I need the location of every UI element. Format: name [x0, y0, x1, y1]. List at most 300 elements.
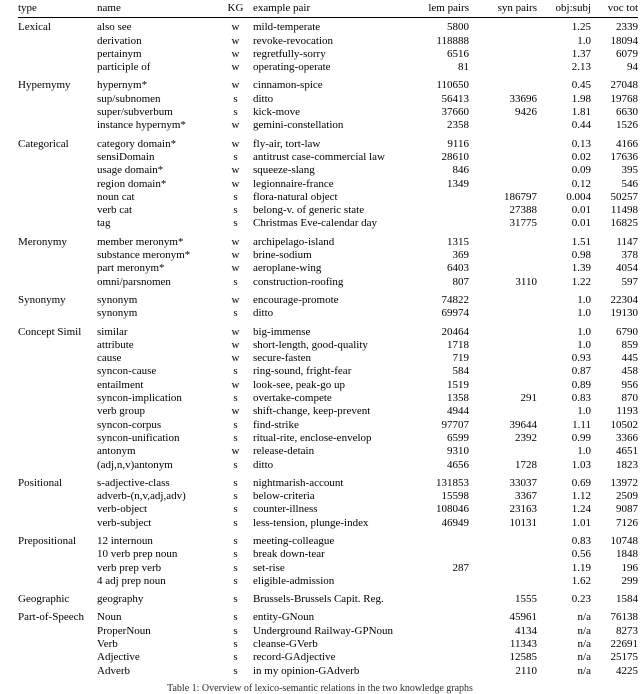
cell-example: gemini-constellation: [253, 119, 344, 132]
cell-obj-subj: 1.98: [571, 92, 591, 105]
cell-lem-pairs: [403, 217, 469, 230]
cell-name: verb prep verb: [97, 561, 162, 574]
cell-syn-pairs: 45961: [509, 611, 537, 624]
cell-lem-pairs: 4656: [447, 458, 469, 471]
cell-voc-tot: 11498: [610, 204, 638, 217]
cell-syn-pairs: [469, 249, 537, 262]
cell-kg: s: [233, 638, 238, 651]
cell-obj-subj: n/a: [577, 651, 591, 664]
cell-name: part meronym*: [97, 262, 165, 275]
cell-lem-pairs: 74822: [441, 293, 469, 306]
cell-kg: s: [233, 458, 238, 471]
cell-type: [18, 217, 97, 230]
cell-type: [18, 276, 97, 289]
cell-lem-pairs: 6403: [447, 262, 469, 275]
table-row: [18, 321, 638, 339]
cell-name: attribute: [97, 338, 134, 351]
cell-lem-pairs: 108046: [436, 503, 469, 516]
cell-lem-pairs: [403, 651, 469, 664]
table-row: [18, 204, 638, 217]
cell-voc-tot: 4651: [616, 445, 638, 458]
cell-kg: s: [233, 516, 238, 529]
cell-example: Christmas Eve-calendar day: [253, 217, 378, 230]
column-header: obj:subj: [537, 2, 591, 18]
cell-type: [18, 625, 97, 638]
cell-syn-pairs: 4134: [515, 624, 537, 637]
cell-lem-pairs: 584: [452, 365, 469, 378]
table-row: [18, 490, 638, 503]
cell-kg: w: [231, 79, 240, 92]
cell-lem-pairs: 5800: [447, 21, 469, 34]
cell-kg: w: [231, 21, 240, 34]
cell-example: Underground Railway-GPNoun: [253, 624, 394, 637]
cell-voc-tot: 22304: [610, 293, 638, 306]
cell-syn-pairs: [469, 151, 537, 164]
cell-voc-tot: 445: [621, 352, 638, 365]
cell-example: regretfully-sorry: [253, 47, 326, 60]
cell-obj-subj: 1.0: [577, 445, 591, 458]
cell-obj-subj: 1.22: [571, 275, 591, 288]
cell-syn-pairs: 12585: [509, 651, 537, 664]
cell-lem-pairs: [403, 575, 469, 588]
cell-syn-pairs: 9426: [515, 106, 537, 119]
cell-voc-tot: 19768: [610, 92, 638, 105]
cell-lem-pairs: 719: [452, 352, 469, 365]
cell-voc-tot: 7126: [616, 516, 638, 529]
cell-lem-pairs: 37660: [441, 106, 469, 119]
cell-obj-subj: 0.56: [571, 548, 591, 561]
cell-voc-tot: 10502: [610, 418, 638, 431]
cell-obj-subj: 1.0: [577, 405, 591, 418]
table-row: [18, 231, 638, 249]
cell-voc-tot: 27048: [610, 79, 638, 92]
cell-voc-tot: 395: [621, 164, 638, 177]
cell-voc-tot: 9087: [616, 503, 638, 516]
cell-syn-pairs: [469, 321, 537, 339]
cell-name: pertainym: [97, 47, 142, 60]
cell-name: cause: [97, 352, 122, 365]
cell-name: synonym: [97, 307, 138, 320]
header-row: [18, 2, 638, 18]
cell-type: [18, 419, 97, 432]
cell-syn-pairs: 291: [520, 392, 537, 405]
cell-name: syncon-implication: [97, 392, 182, 405]
cell-voc-tot: 2339: [616, 21, 638, 34]
cell-lem-pairs: 56413: [441, 92, 469, 105]
table-row: [18, 517, 638, 530]
table-row: [18, 405, 638, 418]
cell-lem-pairs: 846: [452, 164, 469, 177]
cell-kg: w: [231, 405, 240, 418]
cell-type: [18, 61, 97, 74]
cell-type: [18, 379, 97, 392]
cell-lem-pairs: 110650: [436, 79, 469, 92]
cell-lem-pairs: 1358: [447, 392, 469, 405]
table-row: [18, 638, 638, 651]
cell-kg: s: [233, 106, 238, 119]
cell-kg: w: [231, 293, 240, 306]
table-row: [18, 133, 638, 151]
cell-example: legionnaire-france: [253, 177, 334, 190]
cell-syn-pairs: 33037: [509, 476, 537, 489]
cell-voc-tot: 859: [621, 338, 638, 351]
cell-obj-subj: 0.87: [571, 365, 591, 378]
cell-obj-subj: 0.01: [571, 217, 591, 230]
cell-syn-pairs: 3110: [515, 275, 537, 288]
cell-kg: s: [233, 365, 238, 378]
cell-obj-subj: 1.0: [577, 34, 591, 47]
cell-obj-subj: 0.83: [571, 392, 591, 405]
cell-syn-pairs: 1555: [515, 593, 537, 606]
cell-kg: s: [233, 651, 238, 664]
table-row: [18, 217, 638, 230]
table-row: [18, 365, 638, 378]
cell-obj-subj: 1.01: [571, 516, 591, 529]
cell-obj-subj: 0.93: [571, 352, 591, 365]
cell-syn-pairs: [469, 74, 537, 92]
cell-syn-pairs: [469, 339, 537, 352]
cell-lem-pairs: 807: [452, 275, 469, 288]
table-row: [18, 151, 638, 164]
table-row: [18, 651, 638, 664]
cell-syn-pairs: [469, 307, 537, 320]
table-row: [18, 93, 638, 106]
cell-syn-pairs: [469, 365, 537, 378]
cell-name: participle of: [97, 61, 151, 74]
table-row: [18, 178, 638, 191]
cell-kg: s: [233, 476, 238, 489]
column-header: type: [18, 2, 97, 18]
cell-type: [18, 490, 97, 503]
table-row: [18, 191, 638, 204]
cell-syn-pairs: [469, 231, 537, 249]
column-header: KG: [218, 2, 253, 18]
cell-obj-subj: 0.69: [571, 476, 591, 489]
cell-obj-subj: 1.51: [571, 235, 591, 248]
cell-obj-subj: 0.23: [571, 593, 591, 606]
cell-example: antitrust case-commercial law: [253, 150, 385, 163]
cell-example: less-tension, plunge-index: [253, 516, 369, 529]
cell-example: fly-air, tort-law: [253, 137, 321, 150]
cell-example: operating-operate: [253, 61, 331, 74]
cell-name: hypernym*: [97, 79, 148, 92]
table-row: [18, 339, 638, 352]
cell-example: encourage-promote: [253, 293, 339, 306]
cell-voc-tot: 94: [627, 61, 638, 74]
cell-obj-subj: 1.37: [571, 47, 591, 60]
cell-name: entailment: [97, 378, 144, 391]
cell-name: Verb: [97, 638, 118, 651]
column-header: lem pairs: [403, 2, 469, 18]
cell-name: omni/parsnomen: [97, 275, 171, 288]
cell-lem-pairs: [403, 606, 469, 624]
cell-voc-tot: 546: [621, 177, 638, 190]
cell-type: [18, 339, 97, 352]
table-row: [18, 562, 638, 575]
cell-kg: s: [233, 490, 238, 503]
cell-kg: s: [233, 204, 238, 217]
cell-example: Brussels-Brussels Capit. Reg.: [253, 593, 384, 606]
table-row: [18, 61, 638, 74]
table-row: [18, 432, 638, 445]
cell-type: Categorical: [18, 137, 69, 150]
cell-example: cinnamon-spice: [253, 79, 323, 92]
cell-voc-tot: 1193: [616, 405, 638, 418]
cell-syn-pairs: [469, 445, 537, 458]
cell-type: [18, 365, 97, 378]
cell-obj-subj: 1.25: [571, 21, 591, 34]
cell-example: cleanse-GVerb: [253, 638, 318, 651]
cell-lem-pairs: 6516: [447, 47, 469, 60]
cell-lem-pairs: [403, 665, 469, 678]
cell-type: [18, 93, 97, 106]
cell-voc-tot: 1848: [616, 548, 638, 561]
cell-obj-subj: 0.004: [566, 190, 591, 203]
cell-example: kick-move: [253, 106, 301, 119]
cell-example: ring-sound, fright-fear: [253, 365, 352, 378]
cell-lem-pairs: 6599: [447, 431, 469, 444]
cell-kg: w: [231, 34, 240, 47]
cell-type: Part-of-Speech: [18, 611, 84, 624]
cell-syn-pairs: [469, 562, 537, 575]
table-row: [18, 352, 638, 365]
cell-example: mild-temperate: [253, 21, 321, 34]
cell-type: [18, 48, 97, 61]
cell-kg: s: [233, 534, 238, 547]
cell-syn-pairs: 186797: [504, 190, 537, 203]
cell-obj-subj: 0.89: [571, 378, 591, 391]
cell-name: region domain*: [97, 177, 167, 190]
cell-name: Adverb: [97, 664, 130, 677]
cell-voc-tot: 870: [621, 392, 638, 405]
cell-example: squeeze-slang: [253, 164, 315, 177]
cell-obj-subj: 0.02: [571, 150, 591, 163]
table-caption: Table 1: Overview of lexico-semantic relations in the two knowledge graphs: [167, 682, 473, 694]
cell-lem-pairs: 4944: [447, 405, 469, 418]
cell-name: syncon-corpus: [97, 418, 162, 431]
cell-type: [18, 405, 97, 418]
table-row: [18, 625, 638, 638]
column-header: voc tot: [591, 2, 638, 18]
cell-syn-pairs: [469, 548, 537, 561]
cell-obj-subj: 1.0: [577, 307, 591, 320]
relations-table: [18, 2, 638, 678]
cell-example: look-see, peak-go up: [253, 378, 345, 391]
cell-example: construction-roofing: [253, 275, 344, 288]
cell-kg: w: [231, 47, 240, 60]
cell-syn-pairs: [469, 61, 537, 74]
cell-obj-subj: 1.0: [577, 325, 591, 338]
cell-lem-pairs: [403, 588, 469, 606]
cell-name: ProperNoun: [97, 624, 151, 637]
cell-lem-pairs: 2358: [447, 119, 469, 132]
cell-type: [18, 204, 97, 217]
table-row: [18, 106, 638, 119]
cell-voc-tot: 196: [621, 561, 638, 574]
cell-name: derivation: [97, 34, 142, 47]
cell-kg: s: [233, 503, 238, 516]
table-row: [18, 472, 638, 490]
cell-voc-tot: 16825: [610, 217, 638, 230]
cell-example: ritual-rite, enclose-envelop: [253, 431, 372, 444]
table-row: [18, 459, 638, 472]
cell-syn-pairs: [469, 48, 537, 61]
cell-voc-tot: 6630: [616, 106, 638, 119]
cell-type: [18, 164, 97, 177]
cell-voc-tot: 378: [621, 249, 638, 262]
cell-type: [18, 575, 97, 588]
table-row: [18, 419, 638, 432]
cell-kg: s: [233, 593, 238, 606]
cell-example: aeroplane-wing: [253, 262, 322, 275]
cell-kg: w: [231, 325, 240, 338]
cell-name: substance meronym*: [97, 249, 191, 262]
cell-type: Synonymy: [18, 293, 66, 306]
cell-name: geography: [97, 593, 144, 606]
cell-type: [18, 119, 97, 132]
cell-example: big-immense: [253, 325, 311, 338]
cell-obj-subj: 0.45: [571, 79, 591, 92]
column-header: name: [97, 2, 218, 18]
cell-name: tag: [97, 217, 111, 230]
cell-lem-pairs: 9116: [447, 137, 469, 150]
table-row: [18, 665, 638, 678]
cell-name: Noun: [97, 611, 122, 624]
cell-lem-pairs: [403, 204, 469, 217]
table-body: [18, 18, 638, 678]
cell-example: ditto: [253, 92, 274, 105]
cell-syn-pairs: [469, 289, 537, 307]
cell-syn-pairs: [469, 530, 537, 548]
cell-name: s-adjective-class: [97, 476, 170, 489]
cell-kg: w: [231, 119, 240, 132]
cell-obj-subj: 1.11: [572, 418, 591, 431]
cell-obj-subj: 1.24: [571, 503, 591, 516]
cell-type: [18, 665, 97, 678]
cell-syn-pairs: [469, 35, 537, 48]
table-row: [18, 392, 638, 405]
table-row: [18, 48, 638, 61]
table-row: [18, 262, 638, 275]
cell-example: brine-sodium: [253, 249, 312, 262]
cell-type: [18, 651, 97, 664]
cell-lem-pairs: 1315: [447, 235, 469, 248]
cell-voc-tot: 13972: [610, 476, 638, 489]
cell-syn-pairs: 10131: [509, 516, 537, 529]
cell-name: sensiDomain: [97, 150, 155, 163]
cell-example: below-criteria: [253, 490, 315, 503]
cell-voc-tot: 18094: [610, 34, 638, 47]
table-row: [18, 503, 638, 516]
cell-name: usage domain*: [97, 164, 164, 177]
cell-type: [18, 445, 97, 458]
table-row: [18, 276, 638, 289]
cell-name: syncon-cause: [97, 365, 157, 378]
cell-syn-pairs: 39644: [509, 418, 537, 431]
cell-example: belong-v. of generic state: [253, 204, 365, 217]
cell-type: Prepositional: [18, 534, 77, 547]
cell-type: [18, 35, 97, 48]
cell-obj-subj: 2.13: [571, 61, 591, 74]
cell-type: Hypernymy: [18, 79, 71, 92]
cell-type: Meronymy: [18, 235, 67, 248]
cell-type: [18, 151, 97, 164]
cell-example: secure-fasten: [253, 352, 312, 365]
cell-kg: s: [233, 275, 238, 288]
cell-name: (adj,n,v)antonym: [97, 458, 173, 471]
cell-kg: s: [233, 392, 238, 405]
table-row: [18, 35, 638, 48]
cell-name: also see: [97, 21, 132, 34]
cell-lem-pairs: 46949: [441, 516, 469, 529]
cell-kg: w: [231, 137, 240, 150]
cell-obj-subj: 1.81: [571, 106, 591, 119]
cell-kg: s: [233, 624, 238, 637]
cell-syn-pairs: 27388: [509, 204, 537, 217]
cell-type: Lexical: [18, 21, 51, 34]
cell-lem-pairs: [403, 638, 469, 651]
cell-lem-pairs: 9310: [447, 445, 469, 458]
cell-voc-tot: 299: [621, 574, 638, 587]
cell-voc-tot: 1584: [616, 593, 638, 606]
cell-example: ditto: [253, 307, 274, 320]
cell-syn-pairs: 33696: [509, 92, 537, 105]
cell-voc-tot: 22691: [610, 638, 638, 651]
cell-obj-subj: n/a: [577, 638, 591, 651]
cell-voc-tot: 17636: [610, 150, 638, 163]
cell-obj-subj: 0.01: [571, 204, 591, 217]
cell-kg: w: [231, 177, 240, 190]
cell-kg: s: [233, 574, 238, 587]
table-row: [18, 548, 638, 561]
cell-kg: s: [233, 431, 238, 444]
cell-example: release-detain: [253, 445, 315, 458]
cell-name: adverb-(n,v,adj,adv): [97, 490, 186, 503]
table-row: [18, 445, 638, 458]
cell-syn-pairs: 1728: [515, 458, 537, 471]
cell-kg: s: [233, 561, 238, 574]
cell-type: [18, 178, 97, 191]
cell-kg: w: [231, 378, 240, 391]
cell-name: super/subverbum: [97, 106, 173, 119]
cell-type: Concept Simil: [18, 325, 82, 338]
cell-lem-pairs: 1349: [447, 177, 469, 190]
cell-obj-subj: 1.39: [571, 262, 591, 275]
cell-example: entity-GNoun: [253, 611, 315, 624]
cell-syn-pairs: [469, 379, 537, 392]
cell-type: [18, 262, 97, 275]
cell-kg: s: [233, 611, 238, 624]
cell-syn-pairs: [469, 575, 537, 588]
cell-lem-pairs: 131853: [436, 476, 469, 489]
cell-obj-subj: n/a: [577, 664, 591, 677]
cell-example: flora-natural object: [253, 190, 338, 203]
cell-obj-subj: 0.99: [571, 431, 591, 444]
table-row: [18, 575, 638, 588]
cell-type: [18, 638, 97, 651]
cell-type: Positional: [18, 476, 63, 489]
cell-lem-pairs: 369: [452, 249, 469, 262]
cell-type: [18, 459, 97, 472]
cell-syn-pairs: 2392: [515, 431, 537, 444]
cell-type: [18, 352, 97, 365]
cell-voc-tot: 3366: [616, 431, 638, 444]
cell-type: [18, 562, 97, 575]
cell-name: sup/subnomen: [97, 92, 161, 105]
cell-voc-tot: 1823: [616, 458, 638, 471]
cell-type: Geographic: [18, 593, 70, 606]
cell-kg: w: [231, 249, 240, 262]
